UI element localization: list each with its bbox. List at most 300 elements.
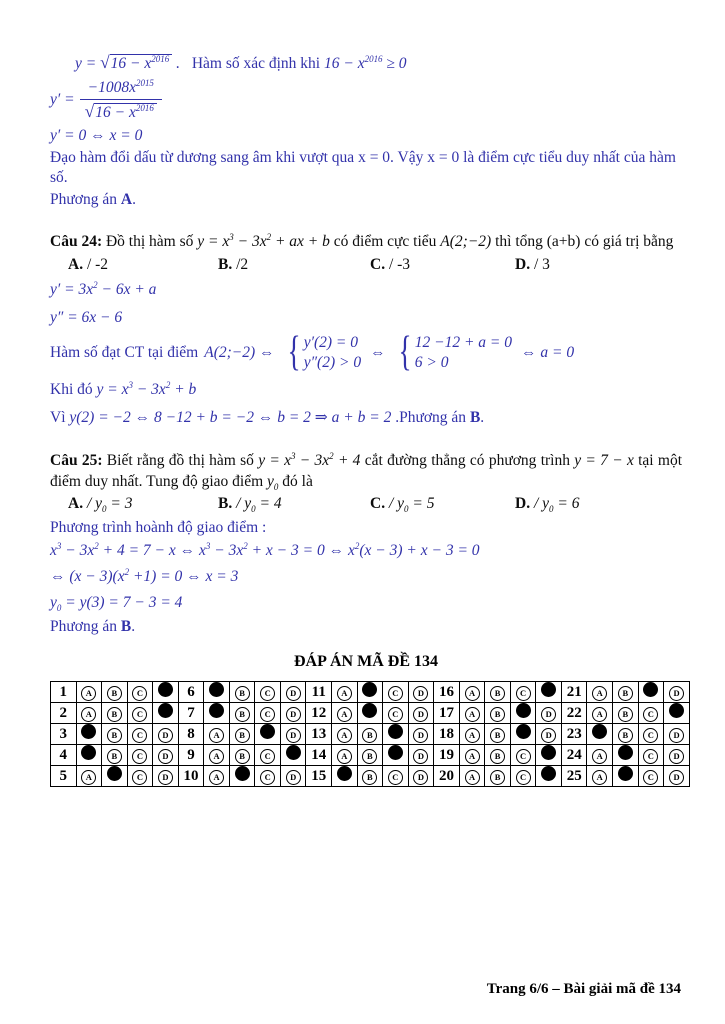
choice-circle-icon: A <box>209 728 224 743</box>
question-number: 1 <box>51 682 77 703</box>
choice-circle-icon: C <box>643 749 658 764</box>
answer-bubble <box>536 724 562 745</box>
answer-bubble-filled <box>536 766 562 787</box>
choice-circle-icon: B <box>107 686 122 701</box>
domain-condition: $16 - x^{2016} \ge 0$ <box>323 53 407 72</box>
fraction <box>80 79 162 122</box>
choice-circle-icon: A <box>465 749 480 764</box>
question-number: 19 <box>434 745 460 766</box>
answer-bubble <box>613 682 639 703</box>
math-expression: $y = x^3 - 3x^2$ + ax + b <box>197 231 330 251</box>
choice-circle-icon: D <box>286 728 301 743</box>
answer-bubble <box>613 724 639 745</box>
choice-circle-icon: B <box>107 707 122 722</box>
answer-bubble <box>510 766 536 787</box>
filled-circle-icon <box>286 745 301 760</box>
option-value: /2 <box>236 256 249 274</box>
math-expression: A(2;−2) <box>440 233 492 251</box>
q25-equation-2 <box>50 567 682 587</box>
choice-circle-icon: C <box>643 770 658 785</box>
answer-table-row <box>51 724 690 745</box>
choice-circle-icon: D <box>541 707 556 722</box>
math-expression: ⇔ $(x - 3)(x^2 +1) = 0$ ⇔ x = 3 <box>50 566 239 585</box>
answer-letter: B <box>469 409 481 427</box>
filled-circle-icon <box>158 682 173 697</box>
radicand: $16 - x^{2016}$ <box>94 103 157 121</box>
filled-circle-icon <box>107 766 122 781</box>
answer-bubble-filled <box>255 724 281 745</box>
answer-bubble <box>102 724 128 745</box>
choice-circle-icon: D <box>669 749 684 764</box>
choice-circle-icon: B <box>235 707 250 722</box>
choice-circle-icon: B <box>235 686 250 701</box>
question-24-options <box>50 256 682 274</box>
cases-system-2 <box>395 329 513 376</box>
answer-bubble <box>587 682 613 703</box>
option-letter: B. <box>218 256 233 274</box>
math-expression: . <box>172 55 180 72</box>
note-text: Đạo hàm đổi dấu từ dương sang âm khi vượt qua x = 0. Vậy x = 0 là điểm cực tiểu duy nhất của hàm số. <box>50 148 676 186</box>
answer-key-title: ĐÁP ÁN MÃ ĐỀ 134 <box>294 653 438 671</box>
choice-circle-icon: C <box>388 686 403 701</box>
answer-bubble <box>280 682 306 703</box>
choice-circle-icon: D <box>413 707 428 722</box>
option-value: / $y_0 = 4$ <box>236 495 282 515</box>
choice-circle-icon: A <box>592 686 607 701</box>
math-expression: y = 7 − x <box>574 451 634 469</box>
q23-answer-line <box>50 190 682 210</box>
answer-bubble-filled <box>280 745 306 766</box>
choice-circle-icon: A <box>592 707 607 722</box>
option-b <box>218 495 370 513</box>
choice-circle-icon: C <box>388 770 403 785</box>
question-number: 20 <box>434 766 460 787</box>
filled-circle-icon <box>669 703 684 718</box>
choice-circle-icon: B <box>490 707 505 722</box>
math-expression: $y_0 = y(3) = 7 - 3 = 4$ <box>50 593 183 613</box>
answer-bubble <box>638 766 664 787</box>
q25-equation-1 <box>50 541 682 561</box>
answer-bubble <box>357 724 383 745</box>
case-row: y″(2) > 0 <box>303 354 362 372</box>
answer-bubble <box>127 766 153 787</box>
filled-circle-icon <box>362 682 377 697</box>
answer-bubble <box>280 703 306 724</box>
choice-circle-icon: C <box>132 728 147 743</box>
math-expression: y = <box>75 55 101 72</box>
choice-circle-icon: D <box>541 728 556 743</box>
choice-circle-icon: A <box>81 770 96 785</box>
answer-bubble <box>613 703 639 724</box>
choice-circle-icon: C <box>643 707 658 722</box>
answer-bubble <box>664 745 690 766</box>
answer-bubble <box>153 745 179 766</box>
q24-first-derivative <box>50 280 682 300</box>
choice-circle-icon: C <box>260 770 275 785</box>
option-a <box>68 256 218 274</box>
question-number: 22 <box>561 703 587 724</box>
answer-text: Phương án <box>50 618 121 636</box>
choice-circle-icon: B <box>107 728 122 743</box>
question-number: 4 <box>51 745 77 766</box>
answer-bubble-filled <box>510 724 536 745</box>
answer-bubble <box>638 724 664 745</box>
answer-bubble <box>383 703 409 724</box>
option-d <box>515 495 682 513</box>
choice-circle-icon: D <box>158 749 173 764</box>
math-expression: y″ = 6x − 6 <box>50 309 123 327</box>
choice-circle-icon: A <box>592 770 607 785</box>
choice-circle-icon: D <box>413 686 428 701</box>
filled-circle-icon <box>209 682 224 697</box>
answer-bubble-filled <box>536 745 562 766</box>
derivative-lhs: y′ = <box>50 91 75 109</box>
answer-bubble <box>229 724 255 745</box>
filled-circle-icon <box>516 724 531 739</box>
answer-bubble <box>510 682 536 703</box>
question-number: 3 <box>51 724 77 745</box>
answer-bubble <box>127 724 153 745</box>
answer-bubble <box>332 724 358 745</box>
answer-bubble-filled <box>587 724 613 745</box>
question-text: có điểm cực tiểu <box>329 233 441 251</box>
answer-bubble <box>76 703 102 724</box>
answer-bubble <box>638 703 664 724</box>
option-b <box>218 256 370 274</box>
answer-bubble <box>383 766 409 787</box>
filled-circle-icon <box>81 724 96 739</box>
cases-rows <box>415 334 512 372</box>
equivalence-arrow: ⇔ <box>370 344 386 362</box>
answer-bubble-filled <box>357 682 383 703</box>
math-expression: $y = x^3 - 3x^2 + b$ <box>96 380 197 399</box>
choice-circle-icon: D <box>669 686 684 701</box>
answer-bubble <box>664 682 690 703</box>
choice-circle-icon: C <box>132 707 147 722</box>
answer-text: Phương án <box>50 190 121 208</box>
math-expression: $y = x^3 - 3x^2 + 4$ <box>258 450 361 469</box>
filled-circle-icon <box>81 745 96 760</box>
answer-bubble <box>408 703 434 724</box>
answer-bubble <box>127 745 153 766</box>
answer-bubble <box>587 745 613 766</box>
math-expression: A(2;−2) ⇔ <box>204 344 275 362</box>
answer-dot: . <box>131 618 136 636</box>
answer-bubble-filled <box>357 703 383 724</box>
answer-bubble <box>459 745 485 766</box>
fraction-numerator: $-1008x^{2015}$ <box>80 79 162 100</box>
filled-circle-icon <box>618 766 633 781</box>
question-number: 21 <box>561 682 587 703</box>
q24-reduced-function <box>50 380 682 400</box>
choice-circle-icon: B <box>490 728 505 743</box>
answer-table-row <box>51 682 690 703</box>
question-text: tại một điểm duy nhất. Tung độ giao điểm <box>50 451 682 490</box>
filled-circle-icon <box>541 745 556 760</box>
math-expression: $y' = 3x^2 - 6x + a$ <box>50 279 157 299</box>
answer-bubble-filled <box>153 703 179 724</box>
choice-circle-icon: D <box>413 749 428 764</box>
choice-circle-icon: A <box>465 770 480 785</box>
answer-bubble <box>153 724 179 745</box>
answer-bubble <box>102 703 128 724</box>
answer-bubble-filled <box>383 745 409 766</box>
question-number: 13 <box>306 724 332 745</box>
case-row: 12 −12 + a = 0 <box>414 334 513 352</box>
answer-table-row <box>51 766 690 787</box>
answer-bubble <box>459 682 485 703</box>
choice-circle-icon: D <box>158 770 173 785</box>
option-c <box>370 256 515 274</box>
case-row: 6 > 0 <box>414 354 449 372</box>
filled-circle-icon <box>337 766 352 781</box>
choice-circle-icon: A <box>81 707 96 722</box>
answer-bubble <box>638 745 664 766</box>
q23-sign-note <box>50 148 682 188</box>
left-brace-icon: { <box>398 329 412 376</box>
answer-bubble-filled <box>536 682 562 703</box>
answer-table-body <box>51 682 690 787</box>
choice-circle-icon: A <box>209 770 224 785</box>
option-a <box>68 495 218 513</box>
answer-bubble <box>229 703 255 724</box>
answer-bubble <box>408 766 434 787</box>
choice-circle-icon: D <box>286 770 301 785</box>
answer-bubble-filled <box>102 766 128 787</box>
choice-circle-icon: C <box>260 686 275 701</box>
option-value: / -2 <box>86 256 109 274</box>
answer-bubble <box>485 745 511 766</box>
answer-bubble-filled <box>510 703 536 724</box>
choice-circle-icon: B <box>490 749 505 764</box>
choice-circle-icon: B <box>362 770 377 785</box>
choice-circle-icon: B <box>362 749 377 764</box>
choice-circle-icon: B <box>490 686 505 701</box>
question-number: 24 <box>561 745 587 766</box>
left-brace-icon: { <box>287 329 301 376</box>
choice-circle-icon: C <box>132 749 147 764</box>
radicand: $16 - x^{2016}$ <box>110 54 173 72</box>
filled-circle-icon <box>541 766 556 781</box>
sqrt-expression <box>100 52 172 75</box>
choice-circle-icon: D <box>669 728 684 743</box>
answer-bubble-filled <box>613 745 639 766</box>
answer-bubble <box>204 724 230 745</box>
answer-table-row <box>51 703 690 724</box>
option-letter: C. <box>370 495 386 513</box>
answer-bubble <box>459 724 485 745</box>
q25-ordinate-line <box>50 593 682 613</box>
q23-derivative-line <box>50 79 682 122</box>
q24-second-derivative <box>50 308 682 328</box>
answer-dot: . <box>132 190 136 208</box>
answer-bubble <box>204 766 230 787</box>
filled-circle-icon <box>388 724 403 739</box>
question-number: 12 <box>306 703 332 724</box>
question-text: đó là <box>278 472 313 490</box>
answer-bubble <box>485 703 511 724</box>
question-24-label: Câu 24: <box>50 233 103 251</box>
radical-sign-icon: √ <box>100 53 110 72</box>
question-number: 7 <box>178 703 204 724</box>
choice-circle-icon: A <box>337 707 352 722</box>
choice-circle-icon: D <box>158 728 173 743</box>
filled-circle-icon <box>592 724 607 739</box>
answer-letter: A <box>120 190 133 208</box>
choice-circle-icon: D <box>413 728 428 743</box>
page-footer: Trang 6/6 – Bài giải mã đề 134 <box>486 981 681 997</box>
choice-circle-icon: C <box>388 707 403 722</box>
answer-bubble <box>485 766 511 787</box>
question-number: 23 <box>561 724 587 745</box>
choice-circle-icon: C <box>643 728 658 743</box>
answer-bubble-filled <box>76 745 102 766</box>
question-number: 14 <box>306 745 332 766</box>
choice-circle-icon: A <box>465 686 480 701</box>
answer-bubble <box>255 766 281 787</box>
question-25-options <box>50 495 682 513</box>
question-text: cắt đường thẳng có phương trình <box>360 451 575 469</box>
case-row: y′(2) = 0 <box>303 334 359 352</box>
answer-bubble <box>332 703 358 724</box>
answer-bubble <box>485 724 511 745</box>
question-number: 11 <box>306 682 332 703</box>
answer-bubble <box>255 703 281 724</box>
answer-bubble <box>229 682 255 703</box>
option-value: / $y_0 = 6$ <box>533 495 580 515</box>
answer-letter: B <box>120 618 132 636</box>
answer-bubble-filled <box>383 724 409 745</box>
domain-text: Hàm số xác định khi <box>191 55 324 72</box>
answer-bubble <box>204 745 230 766</box>
answer-bubble <box>76 682 102 703</box>
answer-bubble <box>510 745 536 766</box>
choice-circle-icon: A <box>337 749 352 764</box>
choice-circle-icon: C <box>516 770 531 785</box>
choice-circle-icon: A <box>465 728 480 743</box>
answer-bubble <box>383 682 409 703</box>
answer-bubble <box>485 682 511 703</box>
choice-circle-icon: C <box>516 749 531 764</box>
q23-domain-line <box>50 52 682 75</box>
question-text: Đồ thị hàm số <box>102 233 198 251</box>
filled-circle-icon <box>362 703 377 718</box>
choice-circle-icon: D <box>669 770 684 785</box>
choice-circle-icon: A <box>465 707 480 722</box>
answer-bubble-filled <box>613 766 639 787</box>
answer-bubble-filled <box>153 682 179 703</box>
solution-text: Khi đó <box>50 381 97 399</box>
choice-circle-icon: C <box>516 686 531 701</box>
option-letter: B. <box>218 495 233 513</box>
answer-bubble-filled <box>204 703 230 724</box>
q25-solution-head <box>50 518 682 538</box>
answer-bubble <box>587 766 613 787</box>
question-number: 8 <box>178 724 204 745</box>
filled-circle-icon <box>235 766 250 781</box>
question-number: 5 <box>51 766 77 787</box>
choice-circle-icon: C <box>260 707 275 722</box>
answer-bubble <box>459 766 485 787</box>
question-number: 9 <box>178 745 204 766</box>
answer-key-table <box>50 681 690 787</box>
choice-circle-icon: C <box>132 770 147 785</box>
question-24-heading <box>50 232 682 253</box>
solution-text: Phương trình hoành độ giao điểm : <box>50 519 267 537</box>
question-number: 2 <box>51 703 77 724</box>
q24-conclusion <box>50 408 682 428</box>
choice-circle-icon: B <box>618 707 633 722</box>
answer-bubble <box>255 682 281 703</box>
answer-bubble <box>102 682 128 703</box>
filled-circle-icon <box>516 703 531 718</box>
answer-bubble <box>459 703 485 724</box>
choice-circle-icon: A <box>337 686 352 701</box>
question-number: 25 <box>561 766 587 787</box>
option-value: / 3 <box>533 256 550 274</box>
answer-bubble <box>587 703 613 724</box>
answer-bubble <box>76 766 102 787</box>
answer-bubble <box>280 724 306 745</box>
answer-bubble <box>153 766 179 787</box>
question-25-label: Câu 25: <box>50 451 103 469</box>
question-number: 17 <box>434 703 460 724</box>
question-text: thì tổng (a+b) có giá trị bằng <box>491 233 674 251</box>
choice-circle-icon: A <box>337 728 352 743</box>
answer-bubble-filled <box>664 703 690 724</box>
question-number: 15 <box>306 766 332 787</box>
answer-bubble <box>127 703 153 724</box>
question-number: 16 <box>434 682 460 703</box>
answer-dot: . <box>480 409 485 427</box>
option-d <box>515 256 682 274</box>
q24-ct-condition <box>50 329 682 376</box>
solution-text: Vì <box>50 409 70 427</box>
ct-text: Hàm số đạt CT tại điểm <box>50 344 199 362</box>
answer-bubble <box>255 745 281 766</box>
choice-circle-icon: D <box>286 686 301 701</box>
q23-critical-point-line <box>50 126 682 146</box>
math-expression: ⇔ a = 0 <box>521 344 575 362</box>
choice-circle-icon: B <box>235 749 250 764</box>
answer-text: .Phương án <box>391 409 470 427</box>
choice-circle-icon: A <box>81 686 96 701</box>
answer-bubble <box>102 745 128 766</box>
choice-circle-icon: B <box>618 728 633 743</box>
answer-bubble <box>664 766 690 787</box>
question-number: 18 <box>434 724 460 745</box>
answer-bubble-filled <box>229 766 255 787</box>
answer-bubble <box>332 745 358 766</box>
choice-circle-icon: C <box>260 749 275 764</box>
answer-bubble <box>664 724 690 745</box>
filled-circle-icon <box>643 682 658 697</box>
filled-circle-icon <box>158 703 173 718</box>
choice-circle-icon: A <box>209 749 224 764</box>
math-expression: $y_0$ <box>267 472 279 492</box>
choice-circle-icon: C <box>132 686 147 701</box>
option-letter: A. <box>68 495 84 513</box>
option-letter: A. <box>68 256 84 274</box>
filled-circle-icon <box>209 703 224 718</box>
answer-bubble <box>127 682 153 703</box>
answer-bubble-filled <box>638 682 664 703</box>
math-expression: $x^3 - 3x^2 + 4 = 7 - x$ ⇔ $x^3 - 3x^2 + x - 3 = 0$ ⇔ $x^2(x - 3) + x - 3 = 0$ <box>50 540 480 559</box>
choice-circle-icon: B <box>235 728 250 743</box>
choice-circle-icon: D <box>286 707 301 722</box>
question-number: 10 <box>178 766 204 787</box>
choice-circle-icon: D <box>413 770 428 785</box>
